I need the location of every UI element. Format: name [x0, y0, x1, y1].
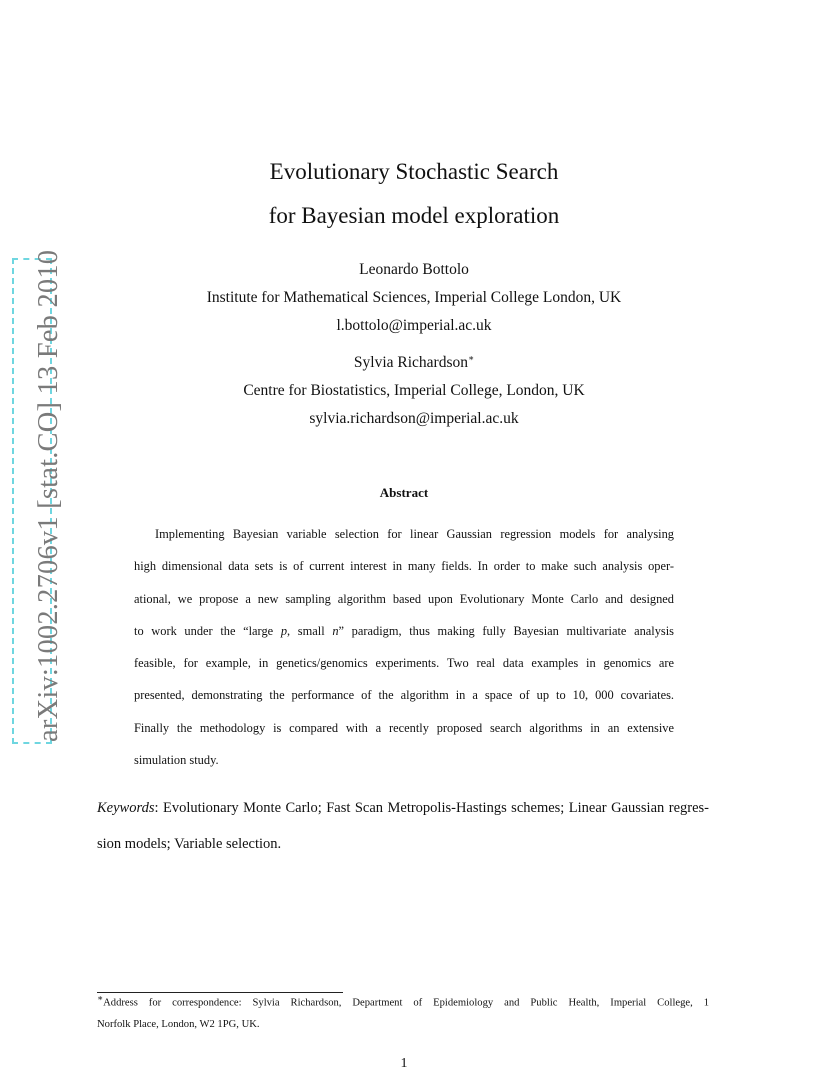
page-number: 1: [400, 1056, 408, 1071]
author-2-email: sylvia.richardson@imperial.ac.uk: [309, 410, 519, 427]
author-2-name: Sylvia Richardson: [353, 354, 468, 371]
abstract-line: simulation study.: [134, 753, 219, 767]
author-1-name: Leonardo Bottolo: [359, 261, 469, 278]
abstract-line: high dimensional data sets is of current interest in many fields. In order to make such analysis oper-: [134, 559, 674, 573]
author-2-footnote-mark: ∗: [467, 352, 475, 363]
abstract-line: ational, we propose a new sampling algorithm based upon Evolutionary Monte Carlo and designed: [134, 592, 674, 606]
keywords-line-2: sion models; Variable selection.: [97, 836, 282, 852]
footnote-line-1: ∗Address for correspondence: Sylvia Richardson, Department of Epidemiology and Public Health, Imperial College, 1: [97, 993, 709, 1009]
keywords-label: Keywords: [97, 800, 155, 816]
paper-title-line-1: Evolutionary Stochastic Search: [269, 159, 559, 184]
arxiv-stamp: arXiv:1002.2706v1 [stat.CO] 13 Feb 2010: [33, 249, 64, 742]
author-2-name-line: [0, 352, 828, 371]
abstract-line: feasible, for example, in genetics/genomics experiments. Two real data examples in genomics are: [134, 656, 674, 670]
author-1-email: l.bottolo@imperial.ac.uk: [336, 317, 492, 334]
abstract-line: Implementing Bayesian variable selection for linear Gaussian regression models for analysing: [155, 527, 674, 541]
abstract-line: presented, demonstrating the performance of the algorithm in a space of up to 10, 000 covariates.: [134, 688, 675, 702]
abstract-line: to work under the “large p, small n” paradigm, thus making fully Bayesian multivariate analysis: [134, 624, 674, 638]
author-1-affiliation: Institute for Mathematical Sciences, Imperial College London, UK: [206, 289, 622, 306]
footnote-divider: [97, 992, 343, 993]
paper-title-line-2: for Bayesian model exploration: [268, 203, 560, 228]
footnote-line-2: Norfolk Place, London, W2 1PG, UK.: [97, 1019, 260, 1030]
abstract-heading: Abstract: [379, 485, 429, 500]
abstract-line: Finally the methodology is compared with a recently proposed search algorithms in an extensive: [134, 721, 674, 735]
keywords-line-1: Keywords: Evolutionary Monte Carlo; Fast Scan Metropolis-Hastings schemes; Linear Gaussian regres-: [97, 800, 709, 816]
author-2-affiliation: Centre for Biostatistics, Imperial College, London, UK: [243, 382, 585, 399]
footnote-mark: ∗: [97, 993, 104, 1003]
